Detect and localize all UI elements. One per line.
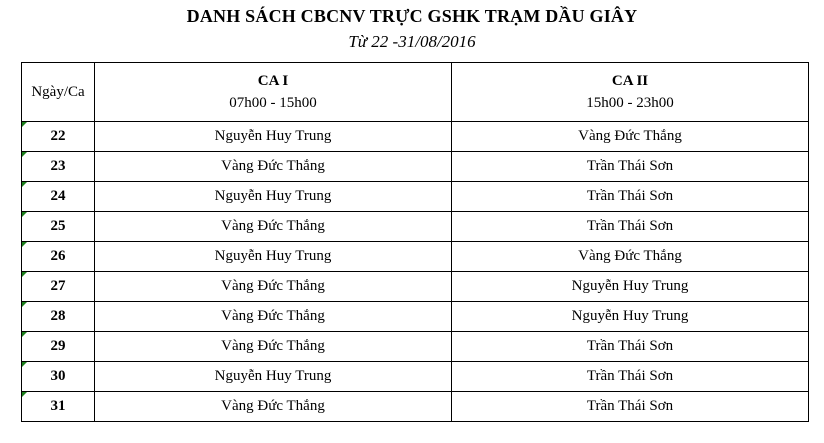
shift-2-cell: Trần Thái Sơn — [452, 152, 809, 182]
shift-2-cell: Trần Thái Sơn — [452, 182, 809, 212]
shift-1-cell: Vàng Đức Thắng — [95, 392, 452, 422]
shift-1-cell: Vàng Đức Thắng — [95, 332, 452, 362]
shift-2-cell: Trần Thái Sơn — [452, 332, 809, 362]
day-cell: 23 — [22, 152, 95, 182]
day-cell: 30 — [22, 362, 95, 392]
page-subtitle: Từ 22 -31/08/2016 — [348, 32, 476, 51]
shift-1-cell: Vàng Đức Thắng — [95, 302, 452, 332]
table-row — [22, 302, 809, 332]
shift-2-cell: Trần Thái Sơn — [452, 392, 809, 422]
shift-1-cell: Nguyễn Huy Trung — [95, 242, 452, 272]
table-row — [22, 152, 809, 182]
shift-1-time: 07h00 - 15h00 — [229, 95, 317, 111]
table-row — [22, 392, 809, 422]
day-cell: 31 — [22, 392, 95, 422]
day-cell: 26 — [22, 242, 95, 272]
shift-1-cell: Vàng Đức Thắng — [95, 272, 452, 302]
shift-2-cell: Nguyễn Huy Trung — [452, 272, 809, 302]
shift-1-cell: Nguyễn Huy Trung — [95, 182, 452, 212]
day-cell: 29 — [22, 332, 95, 362]
shift-2-cell: Nguyễn Huy Trung — [452, 302, 809, 332]
table-row — [22, 212, 809, 242]
duty-roster-table — [21, 62, 809, 422]
shift-2-cell: Vàng Đức Thắng — [452, 122, 809, 152]
table-header-row — [22, 63, 809, 122]
page-title: DANH SÁCH CBCNV TRỰC GSHK TRẠM DẦU GIÂY — [186, 6, 638, 26]
shift-2-time: 15h00 - 23h00 — [586, 95, 674, 111]
day-cell: 28 — [22, 302, 95, 332]
shift-2-cell: Trần Thái Sơn — [452, 212, 809, 242]
day-cell: 24 — [22, 182, 95, 212]
shift-2-cell: Trần Thái Sơn — [452, 362, 809, 392]
shift-1-name: CA I — [257, 73, 289, 89]
shift-1-cell: Vàng Đức Thắng — [95, 212, 452, 242]
table-row — [22, 242, 809, 272]
shift-2-name: CA II — [611, 73, 649, 89]
day-cell: 27 — [22, 272, 95, 302]
table-row — [22, 182, 809, 212]
shift-1-cell: Nguyễn Huy Trung — [95, 122, 452, 152]
table-row — [22, 362, 809, 392]
table-row — [22, 272, 809, 302]
shift-2-header — [452, 63, 809, 122]
day-column-header: Ngày/Ca — [22, 63, 95, 122]
shift-1-cell: Nguyễn Huy Trung — [95, 362, 452, 392]
shift-2-cell: Vàng Đức Thắng — [452, 242, 809, 272]
day-cell: 25 — [22, 212, 95, 242]
table-row — [22, 122, 809, 152]
table-row — [22, 332, 809, 362]
shift-1-cell: Vàng Đức Thắng — [95, 152, 452, 182]
shift-1-header — [95, 63, 452, 122]
day-cell: 22 — [22, 122, 95, 152]
